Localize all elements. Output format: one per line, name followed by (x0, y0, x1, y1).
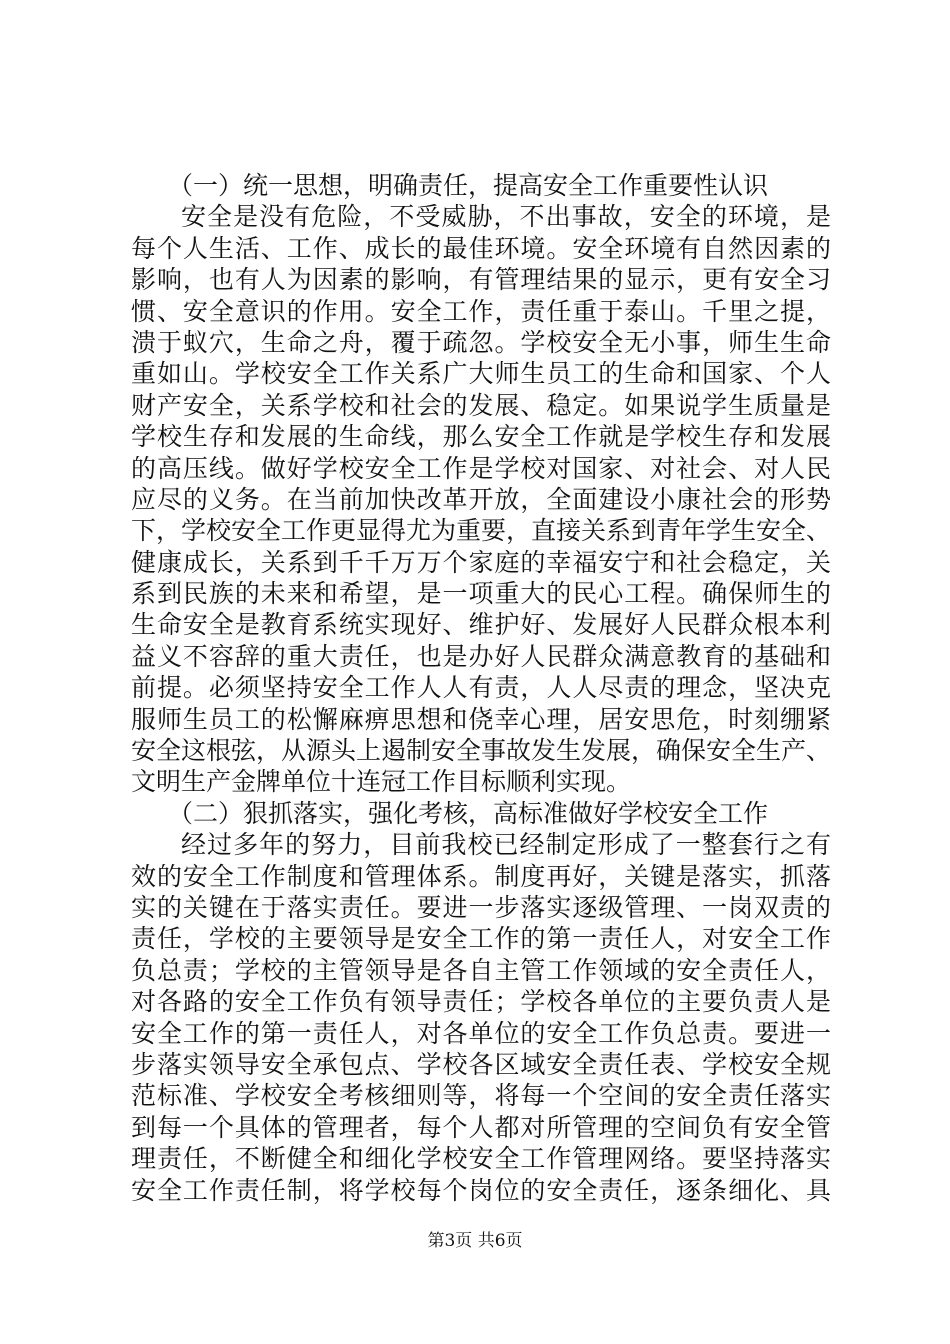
paragraph-line: 文明生产金牌单位十连冠工作目标顺利实现。 (131, 767, 632, 797)
paragraph-line: 经过多年的努力，目前我校已经制定形成了一整套行之有 (181, 830, 831, 860)
paragraph-line: 安全工作责任制，将学校每个岗位的安全责任，逐条细化、具 (131, 1175, 831, 1205)
paragraph-line: 影响，也有人为因素的影响，有管理结果的显示，更有安全习 (131, 265, 831, 295)
paragraph-line: 益义不容辞的重大责任，也是办好人民群众满意教育的基础和 (131, 641, 831, 671)
paragraph-line: 的高压线。做好学校安全工作是学校对国家、对社会、对人民 (131, 453, 831, 483)
paragraph-line: 服师生员工的松懈麻痹思想和侥幸心理，居安思危，时刻绷紧 (131, 704, 831, 734)
paragraph-line: 下，学校安全工作更显得尤为重要，直接关系到青年学生安全、 (131, 516, 832, 546)
paragraph-line: 前提。必须坚持安全工作人人有责，人人尽责的理念，坚决克 (131, 673, 831, 703)
section-heading: （二）狠抓落实，强化考核，高标准做好学校安全工作 (168, 798, 769, 828)
paragraph-line: 每个人生活、工作、成长的最佳环境。安全环境有自然因素的 (131, 233, 831, 263)
paragraph-line: 重如山。学校安全工作关系广大师生员工的生命和国家、个人 (131, 359, 831, 389)
paragraph-line: 惯、安全意识的作用。安全工作，责任重于泰山。千里之提， (131, 296, 831, 326)
paragraph-line: 生命安全是教育系统实现好、维护好、发展好人民群众根本利 (131, 610, 831, 640)
document-body (131, 170, 831, 1206)
paragraph-line: 责任，学校的主要领导是安全工作的第一责任人，对安全工作 (131, 924, 831, 954)
section-heading: （一）统一思想，明确责任，提高安全工作重要性认识 (168, 171, 769, 200)
paragraph-line: 实的关键在于落实责任。要进一步落实逐级管理、一岗双责的 (131, 892, 831, 922)
paragraph-line: 对各路的安全工作负有领导责任；学校各单位的主要负责人是 (131, 987, 831, 1017)
paragraph-line: 溃于蚁穴，生命之舟，覆于疏忽。学校安全无小事，师生生命 (131, 327, 831, 357)
paragraph-line: 安全工作的第一责任人，对各单位的安全工作负总责。要进一 (131, 1018, 831, 1048)
paragraph-line: 范标准、学校安全考核细则等，将每一个空间的安全责任落实 (131, 1081, 831, 1111)
paragraph-line: 健康成长，关系到千千万万个家庭的幸福安宁和社会稳定，关 (131, 547, 831, 577)
paragraph-line: 到每一个具体的管理者，每个人都对所管理的空间负有安全管 (131, 1112, 831, 1142)
paragraph-line: 学校生存和发展的生命线，那么安全工作就是学校生存和发展 (131, 422, 831, 452)
paragraph-line: 安全这根弦，从源头上遏制安全事故发生发展，确保安全生产、 (131, 736, 832, 766)
paragraph-line: 理责任，不断健全和细化学校安全工作管理网络。要坚持落实 (131, 1144, 831, 1174)
paragraph-line: 系到民族的未来和希望，是一项重大的民心工程。确保师生的 (131, 579, 831, 609)
paragraph-line: 效的安全工作制度和管理体系。制度再好，关键是落实，抓落 (131, 861, 831, 891)
page-number-footer: 第3页 共6页 (427, 1231, 523, 1251)
paragraph-line: 应尽的义务。在当前加快改革开放，全面建设小康社会的形势 (131, 484, 831, 514)
paragraph-line: 步落实领导安全承包点、学校各区域安全责任表、学校安全规 (131, 1049, 831, 1079)
paragraph-line: 财产安全，关系学校和社会的发展、稳定。如果说学生质量是 (131, 390, 831, 420)
paragraph-line: 安全是没有危险，不受威胁，不出事故，安全的环境，是 (181, 202, 831, 232)
paragraph-line: 负总责；学校的主管领导是各自主管工作领域的安全责任人， (131, 955, 831, 985)
